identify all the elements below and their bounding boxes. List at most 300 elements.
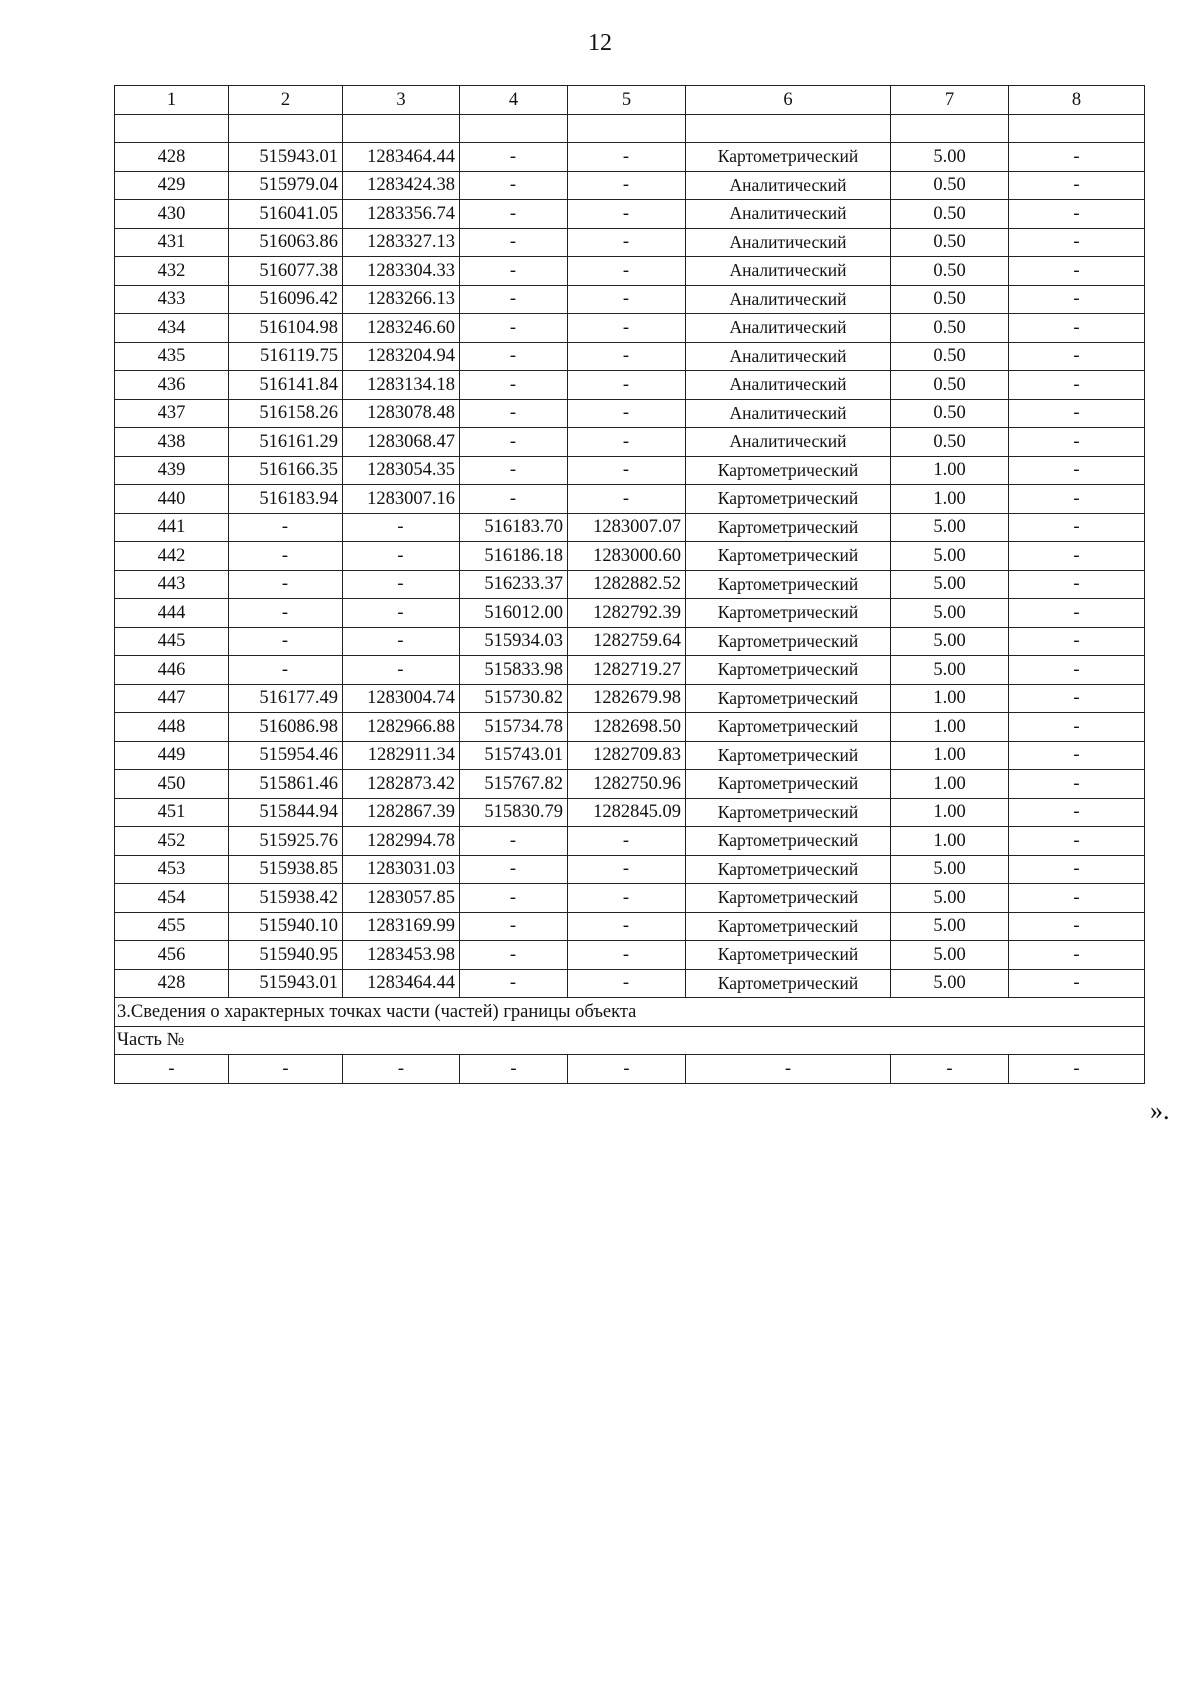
table-cell: 1283304.33 bbox=[343, 257, 460, 286]
table-cell: - bbox=[343, 570, 460, 599]
table-cell: 5.00 bbox=[891, 656, 1009, 685]
table-cell: 0.50 bbox=[891, 285, 1009, 314]
table-cell: - bbox=[1009, 257, 1145, 286]
table-cell: - bbox=[460, 456, 568, 485]
table-cell: - bbox=[1009, 941, 1145, 970]
part-cell: - bbox=[1009, 1055, 1145, 1084]
table-cell: 455 bbox=[115, 912, 229, 941]
table-cell: 429 bbox=[115, 171, 229, 200]
table-cell: - bbox=[568, 342, 686, 371]
part-data-row bbox=[115, 1055, 1145, 1084]
table-cell: 0.50 bbox=[891, 314, 1009, 343]
table-cell: 1282679.98 bbox=[568, 684, 686, 713]
table-cell: 1283007.07 bbox=[568, 513, 686, 542]
table-cell: 433 bbox=[115, 285, 229, 314]
table-cell: Аналитический bbox=[686, 200, 891, 229]
table-cell: - bbox=[1009, 513, 1145, 542]
table-cell: - bbox=[460, 200, 568, 229]
table-row bbox=[115, 884, 1145, 913]
table-cell: 1282994.78 bbox=[343, 827, 460, 856]
table-row bbox=[115, 513, 1145, 542]
table-cell: 453 bbox=[115, 855, 229, 884]
table-cell: Аналитический bbox=[686, 428, 891, 457]
table-cell: - bbox=[460, 428, 568, 457]
table-cell: - bbox=[460, 485, 568, 514]
table-cell: Картометрический bbox=[686, 485, 891, 514]
table-cell: 516104.98 bbox=[229, 314, 343, 343]
table-cell: 1282882.52 bbox=[568, 570, 686, 599]
table-cell: 1283424.38 bbox=[343, 171, 460, 200]
empty-cell bbox=[115, 114, 229, 143]
table-row bbox=[115, 371, 1145, 400]
closing-quote-mark: ». bbox=[1150, 1096, 1170, 1125]
table-cell: 1.00 bbox=[891, 770, 1009, 799]
table-cell: 456 bbox=[115, 941, 229, 970]
table-cell: - bbox=[568, 257, 686, 286]
table-cell: 1282867.39 bbox=[343, 798, 460, 827]
table-cell: - bbox=[1009, 855, 1145, 884]
table-cell: 434 bbox=[115, 314, 229, 343]
header-cell: 2 bbox=[229, 86, 343, 115]
table-row bbox=[115, 855, 1145, 884]
part-cell: - bbox=[891, 1055, 1009, 1084]
section-heading-row bbox=[115, 998, 1145, 1027]
table-cell: 1282698.50 bbox=[568, 713, 686, 742]
table-cell: - bbox=[460, 912, 568, 941]
table-cell: 1283078.48 bbox=[343, 399, 460, 428]
table-cell: - bbox=[1009, 969, 1145, 998]
table-cell: 1282966.88 bbox=[343, 713, 460, 742]
part-cell: - bbox=[229, 1055, 343, 1084]
table-cell: - bbox=[460, 285, 568, 314]
table-cell: 449 bbox=[115, 741, 229, 770]
table-cell: 516183.94 bbox=[229, 485, 343, 514]
table-cell: 428 bbox=[115, 143, 229, 172]
table-cell: - bbox=[1009, 171, 1145, 200]
table-cell: Картометрический bbox=[686, 684, 891, 713]
table-cell: 447 bbox=[115, 684, 229, 713]
table-cell: 515925.76 bbox=[229, 827, 343, 856]
table-row bbox=[115, 656, 1145, 685]
table-row bbox=[115, 456, 1145, 485]
part-cell: - bbox=[568, 1055, 686, 1084]
table-cell: 0.50 bbox=[891, 228, 1009, 257]
empty-cell bbox=[460, 114, 568, 143]
table-cell: 1283464.44 bbox=[343, 969, 460, 998]
table-row bbox=[115, 627, 1145, 656]
table-cell: Картометрический bbox=[686, 969, 891, 998]
part-cell: - bbox=[343, 1055, 460, 1084]
table-cell: 515743.01 bbox=[460, 741, 568, 770]
table-cell: 1283068.47 bbox=[343, 428, 460, 457]
part-cell: - bbox=[686, 1055, 891, 1084]
table-cell: Картометрический bbox=[686, 713, 891, 742]
table-cell: - bbox=[460, 969, 568, 998]
table-cell: 5.00 bbox=[891, 855, 1009, 884]
table-cell: - bbox=[460, 342, 568, 371]
table-cell: 515730.82 bbox=[460, 684, 568, 713]
table-cell: - bbox=[460, 257, 568, 286]
table-cell: 1283057.85 bbox=[343, 884, 460, 913]
table-row bbox=[115, 542, 1145, 571]
empty-row bbox=[115, 114, 1145, 143]
table-cell: 516063.86 bbox=[229, 228, 343, 257]
table-cell: 450 bbox=[115, 770, 229, 799]
table-row bbox=[115, 570, 1145, 599]
table-cell: 5.00 bbox=[891, 627, 1009, 656]
table-cell: - bbox=[343, 599, 460, 628]
table-cell: Картометрический bbox=[686, 656, 891, 685]
table-cell: - bbox=[460, 228, 568, 257]
table-cell: - bbox=[1009, 684, 1145, 713]
table-cell: 516186.18 bbox=[460, 542, 568, 571]
part-cell: - bbox=[115, 1055, 229, 1084]
table-cell: 5.00 bbox=[891, 542, 1009, 571]
table-cell: Аналитический bbox=[686, 399, 891, 428]
table-cell: 445 bbox=[115, 627, 229, 656]
table-row bbox=[115, 428, 1145, 457]
header-cell: 8 bbox=[1009, 86, 1145, 115]
table-cell: Картометрический bbox=[686, 570, 891, 599]
table-cell: Аналитический bbox=[686, 342, 891, 371]
table-cell: 431 bbox=[115, 228, 229, 257]
table-cell: 1283327.13 bbox=[343, 228, 460, 257]
table-cell: 516096.42 bbox=[229, 285, 343, 314]
table-row bbox=[115, 399, 1145, 428]
table-cell: 515943.01 bbox=[229, 143, 343, 172]
table-cell: - bbox=[568, 855, 686, 884]
table-cell: - bbox=[1009, 285, 1145, 314]
table-cell: - bbox=[460, 399, 568, 428]
table-cell: 1.00 bbox=[891, 456, 1009, 485]
table-cell: 1.00 bbox=[891, 827, 1009, 856]
header-cell: 7 bbox=[891, 86, 1009, 115]
table-row bbox=[115, 684, 1145, 713]
table-cell: Картометрический bbox=[686, 456, 891, 485]
table-cell: 515938.42 bbox=[229, 884, 343, 913]
table-cell: 1283000.60 bbox=[568, 542, 686, 571]
table-cell: - bbox=[568, 285, 686, 314]
table-cell: - bbox=[343, 513, 460, 542]
table-cell: Аналитический bbox=[686, 171, 891, 200]
table-cell: - bbox=[460, 314, 568, 343]
table-cell: 428 bbox=[115, 969, 229, 998]
table-cell: 438 bbox=[115, 428, 229, 457]
table-cell: 5.00 bbox=[891, 599, 1009, 628]
table-cell: - bbox=[460, 884, 568, 913]
table-cell: - bbox=[568, 228, 686, 257]
table-cell: 516077.38 bbox=[229, 257, 343, 286]
table-row bbox=[115, 770, 1145, 799]
table-cell: Картометрический bbox=[686, 513, 891, 542]
table-cell: 1283356.74 bbox=[343, 200, 460, 229]
table-cell: - bbox=[1009, 798, 1145, 827]
table-cell: - bbox=[1009, 143, 1145, 172]
table-cell: 1282719.27 bbox=[568, 656, 686, 685]
table-cell: 1283464.44 bbox=[343, 143, 460, 172]
table-cell: 439 bbox=[115, 456, 229, 485]
empty-cell bbox=[1009, 114, 1145, 143]
table-cell: 5.00 bbox=[891, 969, 1009, 998]
table-row bbox=[115, 143, 1145, 172]
table-cell: 516233.37 bbox=[460, 570, 568, 599]
table-cell: Картометрический bbox=[686, 941, 891, 970]
table-cell: 5.00 bbox=[891, 570, 1009, 599]
table-cell: - bbox=[1009, 627, 1145, 656]
table-cell: 516086.98 bbox=[229, 713, 343, 742]
table-cell: Картометрический bbox=[686, 884, 891, 913]
table-cell: 436 bbox=[115, 371, 229, 400]
table-cell: 1283246.60 bbox=[343, 314, 460, 343]
table-cell: 1283169.99 bbox=[343, 912, 460, 941]
table-cell: - bbox=[229, 656, 343, 685]
table-cell: - bbox=[1009, 770, 1145, 799]
table-cell: - bbox=[568, 941, 686, 970]
table-cell: 515979.04 bbox=[229, 171, 343, 200]
table-cell: 515830.79 bbox=[460, 798, 568, 827]
table-cell: 515940.10 bbox=[229, 912, 343, 941]
table-cell: - bbox=[1009, 428, 1145, 457]
table-cell: 1.00 bbox=[891, 713, 1009, 742]
table-cell: 1283134.18 bbox=[343, 371, 460, 400]
table-cell: Аналитический bbox=[686, 314, 891, 343]
table-cell: 443 bbox=[115, 570, 229, 599]
table-cell: 432 bbox=[115, 257, 229, 286]
table-cell: 1.00 bbox=[891, 798, 1009, 827]
table-cell: 515954.46 bbox=[229, 741, 343, 770]
table-cell: - bbox=[568, 371, 686, 400]
table-cell: 1.00 bbox=[891, 485, 1009, 514]
table-cell: 516041.05 bbox=[229, 200, 343, 229]
table-cell: 1283453.98 bbox=[343, 941, 460, 970]
table-cell: 516183.70 bbox=[460, 513, 568, 542]
table-cell: - bbox=[568, 485, 686, 514]
coordinates-table bbox=[114, 85, 1145, 1084]
page-number: 12 bbox=[588, 30, 612, 56]
section-heading: 3.Сведения о характерных точках части (частей) границы объекта bbox=[115, 998, 1145, 1027]
table-cell: Аналитический bbox=[686, 285, 891, 314]
table-row bbox=[115, 798, 1145, 827]
table-cell: - bbox=[460, 171, 568, 200]
table-cell: - bbox=[568, 200, 686, 229]
table-row bbox=[115, 257, 1145, 286]
table-cell: 1282873.42 bbox=[343, 770, 460, 799]
table-cell: 442 bbox=[115, 542, 229, 571]
table-cell: 516141.84 bbox=[229, 371, 343, 400]
table-cell: - bbox=[1009, 399, 1145, 428]
table-cell: - bbox=[1009, 342, 1145, 371]
table-cell: - bbox=[460, 143, 568, 172]
table-cell: - bbox=[568, 314, 686, 343]
table-cell: 454 bbox=[115, 884, 229, 913]
table-cell: - bbox=[568, 969, 686, 998]
table-cell: 515734.78 bbox=[460, 713, 568, 742]
table-row bbox=[115, 599, 1145, 628]
table-cell: 515943.01 bbox=[229, 969, 343, 998]
table-cell: - bbox=[460, 371, 568, 400]
table-cell: 515940.95 bbox=[229, 941, 343, 970]
table-cell: Картометрический bbox=[686, 827, 891, 856]
table-cell: 448 bbox=[115, 713, 229, 742]
table-cell: - bbox=[1009, 228, 1145, 257]
table-row bbox=[115, 200, 1145, 229]
table-cell: 1282759.64 bbox=[568, 627, 686, 656]
empty-cell bbox=[891, 114, 1009, 143]
table-cell: 5.00 bbox=[891, 912, 1009, 941]
table-cell: - bbox=[1009, 314, 1145, 343]
table-cell: 515861.46 bbox=[229, 770, 343, 799]
table-cell: 435 bbox=[115, 342, 229, 371]
table-cell: 430 bbox=[115, 200, 229, 229]
table-row bbox=[115, 827, 1145, 856]
table-cell: - bbox=[1009, 200, 1145, 229]
table-cell: 0.50 bbox=[891, 428, 1009, 457]
table-cell: Картометрический bbox=[686, 798, 891, 827]
table-cell: 0.50 bbox=[891, 171, 1009, 200]
table-cell: - bbox=[343, 542, 460, 571]
table-row bbox=[115, 912, 1145, 941]
table-cell: - bbox=[568, 171, 686, 200]
empty-cell bbox=[686, 114, 891, 143]
table-row bbox=[115, 485, 1145, 514]
table-cell: - bbox=[1009, 884, 1145, 913]
table-cell: 515767.82 bbox=[460, 770, 568, 799]
table-cell: 515938.85 bbox=[229, 855, 343, 884]
table-cell: - bbox=[460, 941, 568, 970]
table-row bbox=[115, 314, 1145, 343]
table-cell: Картометрический bbox=[686, 912, 891, 941]
table-cell: 516161.29 bbox=[229, 428, 343, 457]
table-cell: - bbox=[568, 912, 686, 941]
table-cell: Картометрический bbox=[686, 855, 891, 884]
table-cell: 516166.35 bbox=[229, 456, 343, 485]
empty-cell bbox=[343, 114, 460, 143]
table-cell: 446 bbox=[115, 656, 229, 685]
table-cell: - bbox=[343, 627, 460, 656]
table-cell: 1283031.03 bbox=[343, 855, 460, 884]
header-cell: 6 bbox=[686, 86, 891, 115]
table-cell: Аналитический bbox=[686, 228, 891, 257]
table-cell: - bbox=[1009, 656, 1145, 685]
table-cell: - bbox=[1009, 542, 1145, 571]
table-row bbox=[115, 171, 1145, 200]
table-cell: Картометрический bbox=[686, 741, 891, 770]
table-row bbox=[115, 713, 1145, 742]
table-cell: - bbox=[460, 827, 568, 856]
table-cell: - bbox=[1009, 912, 1145, 941]
table-row bbox=[115, 741, 1145, 770]
table-cell: 1.00 bbox=[891, 741, 1009, 770]
table-cell: 516177.49 bbox=[229, 684, 343, 713]
table-cell: 5.00 bbox=[891, 884, 1009, 913]
table-cell: Картометрический bbox=[686, 542, 891, 571]
table-cell: - bbox=[1009, 599, 1145, 628]
table-row bbox=[115, 285, 1145, 314]
table-cell: 516158.26 bbox=[229, 399, 343, 428]
table-cell: Аналитический bbox=[686, 257, 891, 286]
table-cell: - bbox=[343, 656, 460, 685]
table-cell: Картометрический bbox=[686, 770, 891, 799]
table-cell: - bbox=[1009, 827, 1145, 856]
table-cell: - bbox=[568, 884, 686, 913]
table-cell: Картометрический bbox=[686, 143, 891, 172]
table-cell: - bbox=[1009, 570, 1145, 599]
table-cell: 1283007.16 bbox=[343, 485, 460, 514]
table-cell: - bbox=[229, 599, 343, 628]
table-cell: 444 bbox=[115, 599, 229, 628]
table-row bbox=[115, 941, 1145, 970]
part-label-row bbox=[115, 1026, 1145, 1055]
table-cell: 515844.94 bbox=[229, 798, 343, 827]
table-cell: 516119.75 bbox=[229, 342, 343, 371]
table-cell: - bbox=[229, 513, 343, 542]
table-cell: 5.00 bbox=[891, 941, 1009, 970]
table-cell: 1282792.39 bbox=[568, 599, 686, 628]
table-cell: 1.00 bbox=[891, 684, 1009, 713]
header-cell: 3 bbox=[343, 86, 460, 115]
table-cell: 437 bbox=[115, 399, 229, 428]
table-cell: - bbox=[1009, 713, 1145, 742]
header-cell: 4 bbox=[460, 86, 568, 115]
table-cell: 516012.00 bbox=[460, 599, 568, 628]
table-cell: - bbox=[229, 542, 343, 571]
table-cell: 1283004.74 bbox=[343, 684, 460, 713]
table-cell: Картометрический bbox=[686, 599, 891, 628]
empty-cell bbox=[568, 114, 686, 143]
table-cell: 5.00 bbox=[891, 143, 1009, 172]
table-cell: - bbox=[460, 855, 568, 884]
empty-cell bbox=[229, 114, 343, 143]
table-cell: 1282709.83 bbox=[568, 741, 686, 770]
table-body bbox=[115, 86, 1145, 1084]
table-cell: 441 bbox=[115, 513, 229, 542]
table-cell: 440 bbox=[115, 485, 229, 514]
part-label: Часть № bbox=[115, 1026, 1145, 1055]
table-cell: - bbox=[568, 456, 686, 485]
table-cell: 1282845.09 bbox=[568, 798, 686, 827]
table-cell: 0.50 bbox=[891, 371, 1009, 400]
table-cell: 1283204.94 bbox=[343, 342, 460, 371]
table-cell: 0.50 bbox=[891, 257, 1009, 286]
table-cell: - bbox=[568, 428, 686, 457]
table-cell: 0.50 bbox=[891, 342, 1009, 371]
column-number-row bbox=[115, 86, 1145, 115]
table-cell: - bbox=[568, 143, 686, 172]
table-cell: - bbox=[229, 570, 343, 599]
table-cell: 1283054.35 bbox=[343, 456, 460, 485]
header-cell: 1 bbox=[115, 86, 229, 115]
table-cell: Картометрический bbox=[686, 627, 891, 656]
table-cell: 0.50 bbox=[891, 200, 1009, 229]
table-cell: - bbox=[568, 399, 686, 428]
table-cell: - bbox=[1009, 371, 1145, 400]
table-cell: 1283266.13 bbox=[343, 285, 460, 314]
table-cell: 451 bbox=[115, 798, 229, 827]
table-cell: Аналитический bbox=[686, 371, 891, 400]
table-row bbox=[115, 228, 1145, 257]
table-cell: 1282750.96 bbox=[568, 770, 686, 799]
table-cell: - bbox=[568, 827, 686, 856]
table-cell: 515934.03 bbox=[460, 627, 568, 656]
table-row bbox=[115, 969, 1145, 998]
table-cell: 452 bbox=[115, 827, 229, 856]
table-cell: - bbox=[1009, 741, 1145, 770]
table-cell: 1282911.34 bbox=[343, 741, 460, 770]
table-cell: - bbox=[1009, 456, 1145, 485]
table-cell: 5.00 bbox=[891, 513, 1009, 542]
table-cell: 0.50 bbox=[891, 399, 1009, 428]
table-row bbox=[115, 342, 1145, 371]
